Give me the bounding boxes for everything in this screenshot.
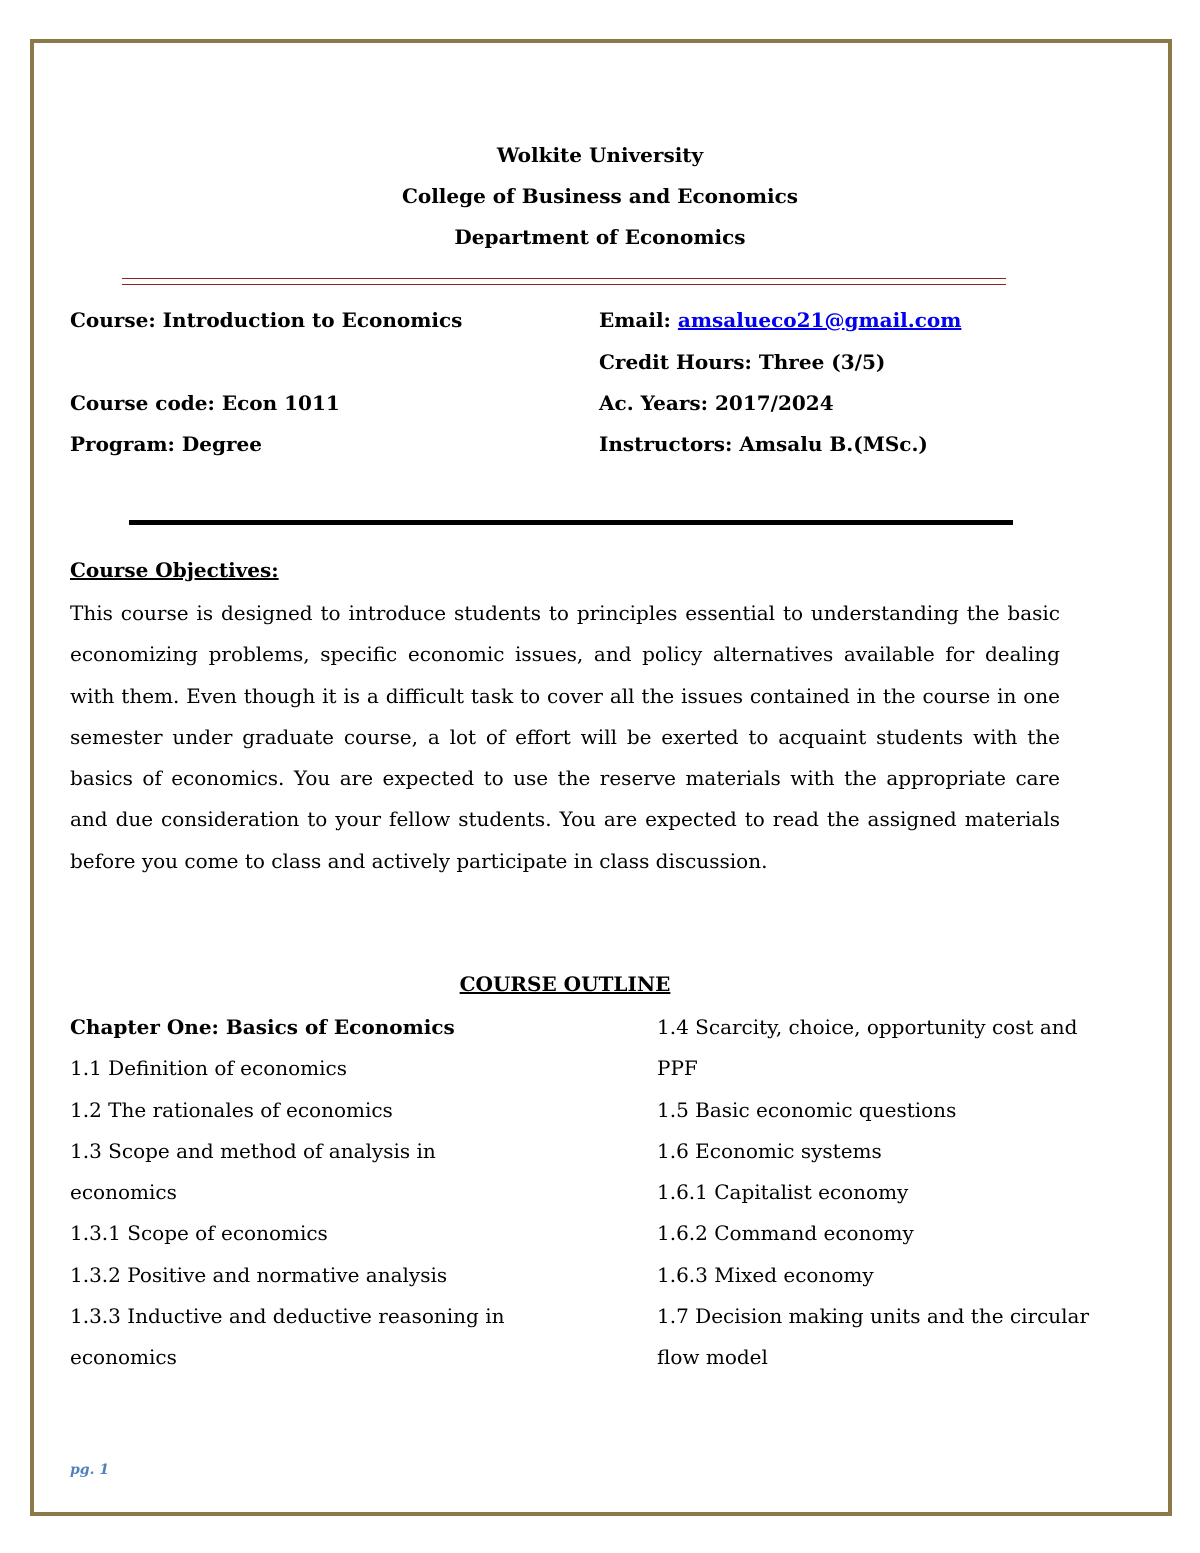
course-code: Course code: Econ 1011 xyxy=(70,391,340,415)
course-name: Course: Introduction to Economics xyxy=(70,308,463,332)
header-divider xyxy=(122,278,1006,285)
credit-hours: Credit Hours: Three (3/5) xyxy=(599,350,886,374)
outline-item: economics xyxy=(70,1180,177,1205)
outline-item: flow model xyxy=(657,1345,768,1370)
program: Program: Degree xyxy=(70,432,262,456)
outline-item: 1.6 Economic systems xyxy=(657,1138,882,1163)
outline-item: economics xyxy=(70,1345,177,1370)
outline-item: 1.5 Basic economic questions xyxy=(657,1097,957,1122)
objectives-text: This course is designed to introduce students to principles essential to understanding the basic economizing problems, specific economic issues, and policy alternatives available for dealing with them. Even though it is a difficult task to cover all the issues contained in the course in one semester under graduate course, a lot of effort will be exerted to acquaint students with the basics of economics. You are expected to use the reserve materials with the appropriate care and due consideration to your fellow students. You are expected to read the assigned materials before you come to class and actively participate in class discussion. xyxy=(70,601,1060,873)
outline-item: 1.6.3 Mixed economy xyxy=(657,1262,874,1287)
outline-item: 1.3.1 Scope of economics xyxy=(70,1221,328,1246)
email-line xyxy=(599,308,961,332)
objectives-title: Course Objectives: xyxy=(70,558,279,582)
university-name: Wolkite University xyxy=(496,143,704,167)
academic-years: Ac. Years: 2017/2024 xyxy=(599,391,834,415)
email-label: Email: xyxy=(599,308,671,332)
outline-item: 1.2 The rationales of economics xyxy=(70,1097,393,1122)
outline-item: 1.3.3 Inductive and deductive reasoning in xyxy=(70,1304,505,1329)
outline-left-column xyxy=(70,1007,610,1379)
outline-item: 1.6.2 Command economy xyxy=(657,1221,914,1246)
instructors: Instructors: Amsalu B.(MSc.) xyxy=(599,432,928,456)
outline-item: 1.3.2 Positive and normative analysis xyxy=(70,1262,448,1287)
outline-right-column xyxy=(657,1007,1157,1379)
college-name: College of Business and Economics xyxy=(401,184,799,208)
outline-item: 1.3 Scope and method of analysis in xyxy=(70,1138,436,1163)
page-number: pg. 1 xyxy=(70,1462,110,1478)
outline-item: PPF xyxy=(657,1056,698,1081)
outline-item: 1.1 Definition of economics xyxy=(70,1056,347,1081)
outline-item: 1.7 Decision making units and the circular xyxy=(657,1304,1090,1329)
chapter-title: Chapter One: Basics of Economics xyxy=(70,1015,455,1039)
email-link[interactable]: amsalueco21@gmail.com xyxy=(677,308,962,332)
section-divider xyxy=(129,520,1013,525)
department-name: Department of Economics xyxy=(454,225,746,249)
outline-item: 1.6.1 Capitalist economy xyxy=(657,1180,909,1205)
outline-item: 1.4 Scarcity, choice, opportunity cost and xyxy=(657,1015,1078,1039)
outline-title: COURSE OUTLINE xyxy=(459,972,671,996)
